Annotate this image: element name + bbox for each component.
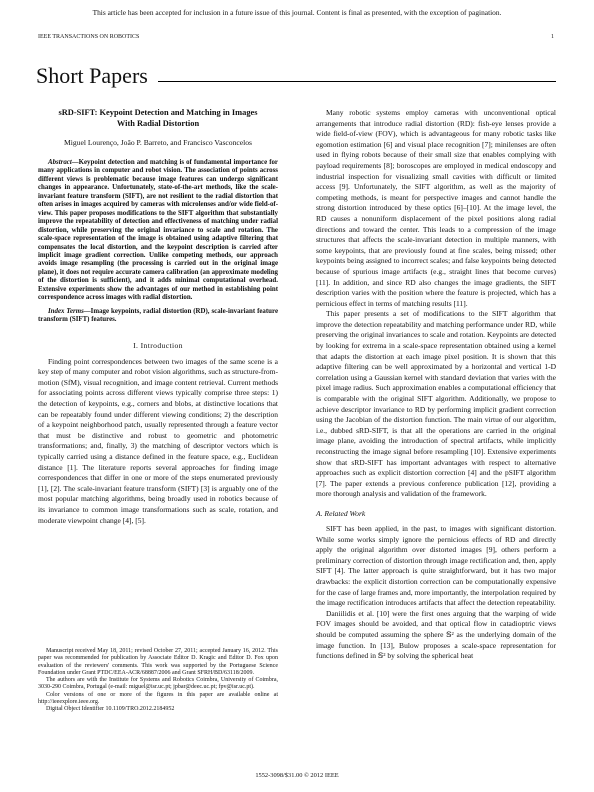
section-title: Short Papers xyxy=(36,63,148,88)
index-terms-label: Index Terms— xyxy=(48,307,91,315)
right-column xyxy=(316,108,556,662)
section-rule xyxy=(158,81,556,82)
copyright-footer: 1552-3098/$31.00 © 2012 IEEE xyxy=(255,772,339,779)
acceptance-banner: This article has been accepted for inclusion in a future issue of this journal. Content is final as presented, with the exception of pagination. xyxy=(92,8,502,17)
left-column xyxy=(38,108,278,526)
abstract xyxy=(38,159,278,303)
body-paragraph: Many robotic systems employ cameras with unconventional optical arrangements that introduce radial distortion (RD): fish-eye lenses provide a wide field-of-view (FOV), which is advantageous for many robotic tasks like egomotion estimation [6] and visual place recognition [7]; minilenses are often used in flying robots because of their small size that enables complying with payload requirements [8]; boroscopes are employed in medical endoscopy and industrial inspection for visualizing small cavities with difficult or limited access [9]. Unfortunately, the SIFT algorithm, as well as the majority of competing methods, is meant for perspective images and cannot handle the strong distortion introduced by these optics [6]–[10]. At the image level, the RD causes a nonuniform displacement of the pixel positions along radial directions and toward the center. This leads to a compression of the image structures that affects the scale-invariant detection in multiple manners, with some keypoints, that are previously found at fine scales, being missed; other keypoints being assigned to incorrect scales; and false keypoints being detected because of spurious image artifacts (e.g., straight lines that become curves) [11]. In addition, and since RD also changes the image gradients, the SIFT description varies with the position where the feature is projected, which has a pernicious effect in terms of matching results [11]. xyxy=(316,108,556,308)
footnote-authors: The authors are with the Institute for Systems and Robotics Coimbra, University of Coimbra, 3030-290 Coimbra, Portugal (e-mail: miguel@isr.uc.pt; jpbar@deec.uc.pt; fpv@isr.uc.pt). xyxy=(38,677,278,691)
index-terms xyxy=(38,308,278,325)
intro-heading: I. Introduction xyxy=(133,340,183,350)
footnote-manuscript: Manuscript received May 18, 2011; revised October 27, 2011; accepted January 16, 2012. This paper was recommended for publication by Associate Editor D. Kragic and Editor D. Fox upon evaluation of the reviewers' comments. This work was supported by the Portuguese Science Foundation under Grant PTDC/EEA-ACR/68887/2006 and Grant SFRH/BD/63118/2009. xyxy=(38,648,278,676)
related-paragraph: SIFT has been applied, in the past, to images with significant distortion. While some works simply ignore the pernicious effects of RD and directly apply the original algorithm over distorted images [9], others perform a preliminary correction of distortion through image rectification and, then, apply SIFT [4]. The latter approach is quite straightforward, but it has two major drawbacks: the explicit distortion correction can be computationally expensive for the case of large frames and, more importantly, the interpolation required by the image rectification introduces artifacts that affect the detection repeatability. xyxy=(316,523,556,608)
paper-title: sRD-SIFT: Keypoint Detection and Matching in Images With Radial Distortion xyxy=(58,108,258,128)
related-work-heading: A. Related Work xyxy=(316,508,366,518)
body-paragraph: This paper presents a set of modifications to the SIFT algorithm that improve the detection repeatability and matching performance under RD, while preserving the original invariances to scale and rotation. Keypoints are detected by looking for extrema in a scale-space representation obtained using a kernel that adapts the distortion at each image pixel position. It is shown that this adaptive filtering can be well approximated by a horizontal and vertical 1-D correlation using a Gaussian kernel with standard deviation that varies with the pixel image radius. Such approximation enables a computational efficiency that is comparable with the original SIFT algorithm. Additionally, we propose to achieve descriptor invariance to RD by performing implicit gradient correction using the Jacobian of the distortion function. The main virtue of our algorithm, i.e., dubbed sRD-SIFT, is that all the operations are carried in the original image plane, avoiding the introduction of spectral artifacts, while implicitly reconstructing the image signal before resampling [10]. Extensive experiments show that sRD-SIFT has important advantages with respect to alternative approaches such as explicit distortion correction [4] and the pSIFT algorithm [7]. The paper extends a previous conference publication [12], providing a more thorough analysis and validation of the framework. xyxy=(316,309,556,499)
page-number: 1 xyxy=(551,34,554,40)
footnote-doi: Digital Object Identifier 10.1109/TRO.2012.2184952 xyxy=(46,706,175,712)
paper-authors: Miguel Lourenço, João P. Barreto, and Francisco Vasconcelos xyxy=(64,138,252,147)
journal-name: IEEE TRANSACTIONS ON ROBOTICS xyxy=(38,34,140,40)
running-head xyxy=(38,34,554,40)
abstract-label: Abstract— xyxy=(48,159,79,166)
intro-paragraph: Finding point correspondences between two images of the same scene is a key step of many computer and robot vision algorithms, such as structure-from-motion (SfM), visual recognition, and image content retrieval. Current methods for associating points across different views typically comprise three steps: 1) the detection of keypoints, e.g., corners and blobs, at distinctive locations that can be repeatably found under different viewing conditions; 2) the description of a keypoint neighborhood patch, usually represented through a feature vector that must be distinctive and robust to geometric and photometric transformations; and, finally, 3) the matching of descriptor vectors which is typically carried using a distance defined in the feature space, e.g., Euclidean distance [1]. The literature reports several approaches for finding image correspondences that differ in one or more of the steps enumerated previously [1], [2]. The scale-invariant feature transform (SIFT) [3] is arguably one of the most popular matching algorithms, being broadly used in robotics because of its invariance to common image transformations such as scale, rotation, and moderate viewpoint change [4], [5]. xyxy=(38,356,278,525)
index-terms-text: Image keypoints, radial distortion (RD), scale-invariant feature transform (SIFT) features. xyxy=(38,307,278,324)
footnote-color: Color versions of one or more of the figures in this paper are available online at http://ieeexplore.ieee.org. xyxy=(38,691,278,705)
related-paragraph: Daniilidis et al. [10] were the first ones arguing that the warping of wide FOV images should be avoided, and that optical flow in catadioptric views should be computed assuming the sphere 𝕊² as the underlying domain of the image function. In [13], Bulow proposes a scale-space representation for functions defined in 𝕊² by solving the spherical heat xyxy=(316,608,556,661)
footnotes xyxy=(38,648,278,713)
abstract-text: Keypoint detection and matching is of fundamental importance for many applications in computer and robot vision. The association of points across different views is problematic because image features can undergo significant changes in appearance. Unfortunately, state-of-the-art methods, like the scale-invariant feature transform (SIFT), are not resilient to the radial distortion that often arises in images acquired by cameras with microlenses and/or wide field-of-view. This paper proposes modifications to the SIFT algorithm that substantially improve the repeatability of detection and effectiveness of matching under radial distortion, while preserving the original invariance to scale and rotation. The scale-space representation of the image is obtained using adaptive filtering that compensates the local distortion, and the keypoint description is carried after implicit image gradient correction. Unlike competing methods, our approach avoids image resampling (the processing is carried out in the original image plane), it does not require accurate camera calibration (an approximate modeling of the distortion is sufficient), and it adds minimal computational overhead. Extensive experiments show the advantages of our method in establishing point correspondence across images with radial distortion. xyxy=(38,159,278,302)
